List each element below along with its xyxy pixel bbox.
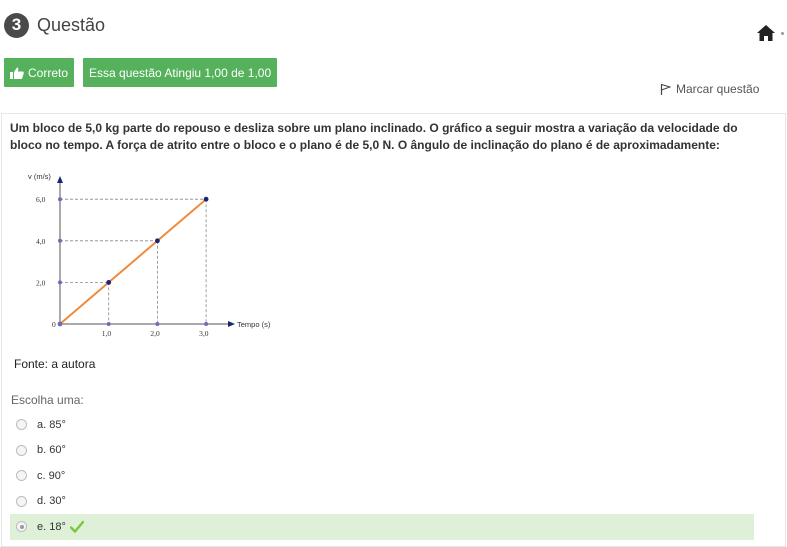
source-caption: Fonte: a autora (14, 357, 96, 371)
y-tick-label: 4,0 (36, 236, 46, 246)
flag-label: Marcar questão (676, 82, 760, 96)
answer-option[interactable] (10, 489, 754, 515)
y-axis-label: v (m/s) (28, 172, 51, 181)
correct-badge (4, 58, 74, 87)
y-tick-mark (58, 239, 62, 243)
flag-icon (660, 83, 671, 95)
answer-radio[interactable] (16, 521, 27, 532)
series-line (60, 199, 206, 324)
question-header (4, 10, 105, 40)
x-tick-mark (204, 322, 208, 326)
answer-list (10, 412, 754, 540)
x-tick-label: 2,0 (150, 329, 160, 338)
velocity-time-chart (22, 170, 282, 345)
thumbs-up-icon (10, 67, 24, 79)
y-tick-label: 2,0 (36, 278, 46, 288)
x-axis-label: Tempo (s) (237, 320, 271, 329)
grade-badge (83, 58, 277, 87)
choose-label: Escolha uma: (11, 393, 84, 407)
answer-label: a. 85° (37, 418, 66, 431)
flag-question-link[interactable] (660, 82, 759, 96)
x-tick-label: 1,0 (101, 329, 112, 338)
grade-label: Essa questão Atingiu 1,00 de 1,00 (89, 65, 272, 80)
answer-option[interactable] (10, 438, 754, 464)
x-axis-arrow (228, 321, 235, 327)
y-tick-label: 6,0 (36, 195, 46, 205)
origin-label: 0 (52, 320, 56, 329)
data-point (58, 322, 63, 327)
answer-label: e. 18° (37, 520, 66, 533)
answer-radio[interactable] (16, 496, 27, 507)
check-icon (70, 520, 84, 534)
x-tick-label: 3,0 (199, 329, 209, 338)
answer-radio[interactable] (16, 470, 27, 481)
data-point (204, 197, 209, 202)
status-badges (4, 58, 277, 87)
answer-option[interactable] (10, 412, 754, 438)
question-number: 3 (4, 13, 29, 38)
answer-option[interactable] (10, 463, 754, 489)
correct-label: Correto (28, 65, 69, 80)
data-point (106, 280, 111, 285)
answer-radio[interactable] (16, 445, 27, 456)
answer-label: d. 30° (37, 495, 66, 508)
x-tick-mark (107, 322, 111, 326)
question-text: Um bloco de 5,0 kg parte do repouso e desliza sobre um plano inclinado. O gráfico a seguir mostra a variação da velocidade do bloco no tempo. A força de atrito entre o bloco e o plano é de 5,0 N. O ângulo de inclinação do plano é de aproximadamente: (10, 121, 738, 152)
corner-dot (781, 32, 784, 35)
home-icon[interactable] (756, 24, 776, 42)
answer-label: b. 60° (37, 444, 66, 457)
answer-label: c. 90° (37, 469, 66, 482)
answer-radio[interactable] (16, 419, 27, 430)
x-tick-mark (155, 322, 159, 326)
data-point (155, 238, 160, 243)
y-tick-mark (58, 280, 62, 284)
question-title: Questão (37, 14, 106, 35)
y-axis-arrow (57, 176, 63, 183)
answer-option[interactable] (10, 514, 754, 540)
y-tick-mark (58, 197, 62, 201)
